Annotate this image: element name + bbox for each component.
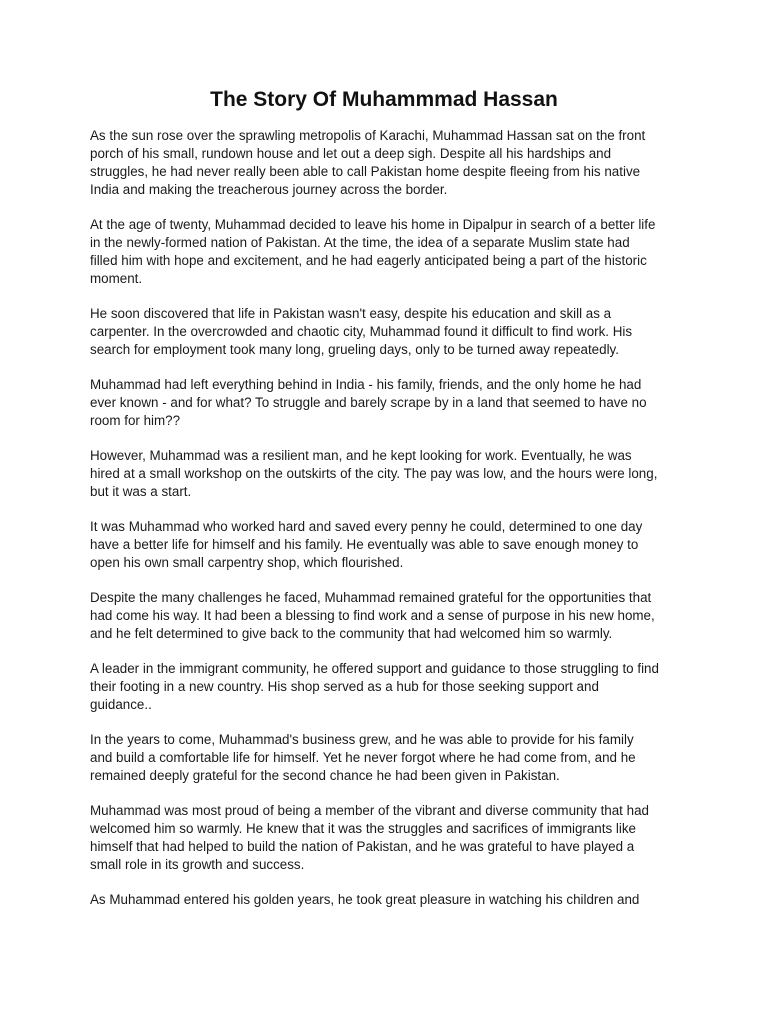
- text-line: Muhammad was most proud of being a member of the vibrant and diverse community that had: [90, 803, 649, 818]
- text-line: He soon discovered that life in Pakistan wasn't easy, despite his education and skill as a: [90, 306, 612, 321]
- text-line: filled him with hope and excitement, and he had eagerly anticipated being a part of the historic: [90, 253, 647, 268]
- text-line: As the sun rose over the sprawling metropolis of Karachi, Muhammad Hassan sat on the front: [90, 128, 646, 143]
- text-line: moment.: [90, 271, 143, 286]
- text-line: welcomed him so warmly. He knew that it was the struggles and sacrifices of immigrants like: [90, 821, 636, 836]
- text-line: Despite the many challenges he faced, Muhammad remained grateful for the opportunities that: [90, 590, 652, 605]
- text-line: and he felt determined to give back to the community that had welcomed him so warmly.: [90, 626, 613, 641]
- text-line: However, Muhammad was a resilient man, and he kept looking for work. Eventually, he was: [90, 448, 632, 463]
- text-line: It was Muhammad who worked hard and saved every penny he could, determined to one day: [90, 519, 643, 534]
- text-line: search for employment took many long, grueling days, only to be turned away repeatedly.: [90, 342, 619, 357]
- text-line: and build a comfortable life for himself. Yet he never forgot where he had come from, and he: [90, 750, 636, 765]
- text-line: remained deeply grateful for the second chance he had been given in Pakistan.: [90, 768, 560, 783]
- text-line: their footing in a new country. His shop served as a hub for those seeking support and: [90, 679, 599, 694]
- paragraph: [90, 589, 710, 643]
- text-line: small role in its growth and success.: [90, 857, 305, 872]
- text-line: have a better life for himself and his family. He eventually was able to save enough money to: [90, 537, 639, 552]
- text-line: open his own small carpentry shop, which flourished.: [90, 555, 404, 570]
- text-line: porch of his small, rundown house and let out a deep sigh. Despite all his hardships and: [90, 146, 612, 161]
- text-line: but it was a start.: [90, 484, 192, 499]
- text-line: Muhammad had left everything behind in India - his family, friends, and the only home he had: [90, 377, 642, 392]
- paragraph: [90, 447, 710, 501]
- paragraph: [90, 731, 710, 785]
- document-title: The Story Of Muhammmad Hassan: [210, 88, 558, 111]
- text-line: had come his way. It had been a blessing to find work and a sense of purpose in his new home,: [90, 608, 655, 623]
- text-line: In the years to come, Muhammad's business grew, and he was able to provide for his family: [90, 732, 634, 747]
- text-line: A leader in the immigrant community, he offered support and guidance to those struggling to find: [90, 661, 659, 676]
- document-body: [90, 127, 710, 926]
- paragraph: [90, 891, 710, 909]
- text-line: himself that had helped to build the nation of Pakistan, and he was grateful to have played a: [90, 839, 635, 854]
- paragraph: [90, 216, 710, 288]
- paragraph: [90, 127, 710, 199]
- paragraph: [90, 305, 710, 359]
- text-line: As Muhammad entered his golden years, he took great pleasure in watching his children and: [90, 892, 640, 907]
- paragraph: [90, 660, 710, 714]
- text-line: At the age of twenty, Muhammad decided to leave his home in Dipalpur in search of a better life: [90, 217, 656, 232]
- paragraph: [90, 802, 710, 874]
- paragraph: [90, 518, 710, 572]
- text-line: room for him??: [90, 413, 181, 428]
- text-line: struggles, he had never really been able to call Pakistan home despite fleeing from his native: [90, 164, 641, 179]
- text-line: in the newly-formed nation of Pakistan. At the time, the idea of a separate Muslim state had: [90, 235, 630, 250]
- text-line: hired at a small workshop on the outskirts of the city. The pay was low, and the hours were long,: [90, 466, 658, 481]
- text-line: guidance..: [90, 697, 152, 712]
- paragraph: [90, 376, 710, 430]
- text-line: ever known - and for what? To struggle and barely scrape by in a land that seemed to have no: [90, 395, 647, 410]
- text-line: carpenter. In the overcrowded and chaotic city, Muhammad found it difficult to find work. His: [90, 324, 633, 339]
- text-line: India and making the treacherous journey across the border.: [90, 182, 448, 197]
